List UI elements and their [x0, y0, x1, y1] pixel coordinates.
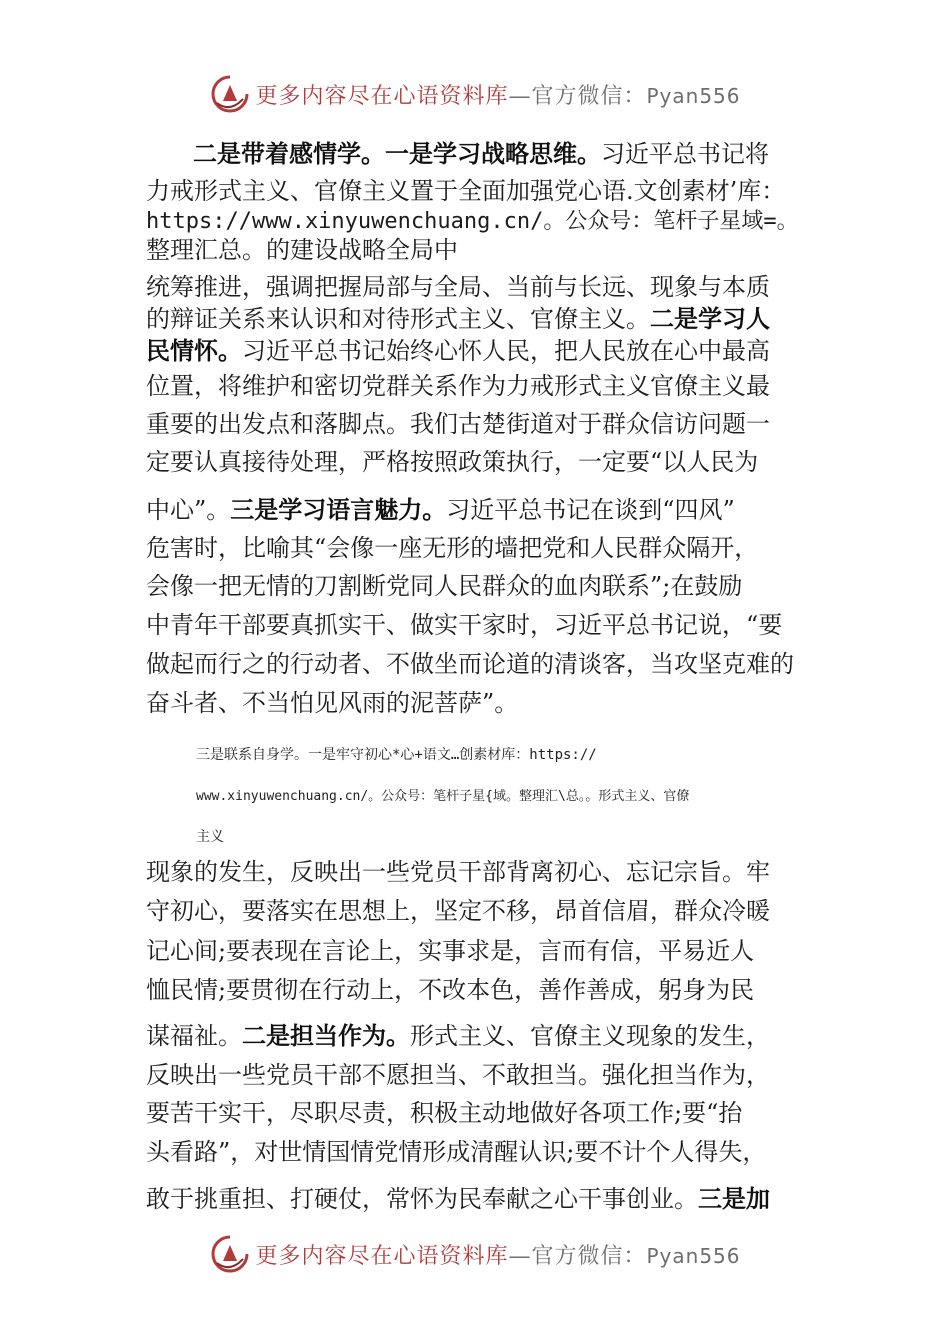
- text-line: 统筹推进，强调把握局部与全局、当前与长远、现象与本质: [146, 273, 770, 301]
- banner-wechat-id: Pyan556: [646, 83, 741, 108]
- text-line: 记心间;要表现在言论上，实事求是，言而有信，平易近人: [146, 937, 755, 965]
- banner-dash: —: [508, 1243, 532, 1269]
- text-line: 做起而行之的行动者、不做坐而论道的清谈客，当攻坚克难的: [146, 650, 794, 678]
- small-text-line: 主义: [196, 829, 224, 845]
- text-line: 中心”。三是学习语言魅力。习近平总书记在谈到“四风”: [146, 496, 735, 524]
- text-line: 位置，将维护和密切党群关系作为力戒形式主义官僚主义最: [146, 372, 770, 400]
- text-line: 力戒形式主义、官僚主义置于全面加强党心语.文创素材’库：: [146, 177, 786, 205]
- banner-wechat-id: Pyan556: [646, 1243, 741, 1268]
- banner-text: [255, 1239, 740, 1270]
- text-line: 反映出一些党员干部不愿担当、不敢担当。强化担当作为，: [146, 1061, 770, 1089]
- text-line: 恤民情;要贯彻在行动上，不改本色，善作善成，躬身为民: [146, 976, 755, 1004]
- text-line: 头看路”，对世情国情党情形成清醒认识;要不计个人得失，: [146, 1138, 767, 1166]
- banner-wechat-label: 官方微信：: [531, 1243, 647, 1269]
- text-line: 危害时，比喻其“会像一座无形的墙把党和人民群众隔开，: [146, 534, 759, 562]
- small-text-line: www.xinyuwenchuang.cn/。公众号：笔杆子星{域。整理汇\总。。形式主义、官僚: [196, 789, 690, 804]
- header-banner: [0, 70, 950, 118]
- text-line: https://www.xinyuwenchuang.cn/。公众号：笔杆子星域=。: [146, 209, 799, 234]
- text-line: 中青年干部要真抓实干、做实干家时，习近平总书记说，“要: [146, 611, 783, 639]
- text-line: 二是带着感情学。一是学习战略思维。习近平总书记将: [193, 140, 769, 168]
- banner-main: 更多内容尽在心语资料库: [255, 83, 509, 109]
- text-line: 谋福祉。二是担当作为。形式主义、官僚主义现象的发生，: [146, 1022, 770, 1050]
- text-line: 会像一把无情的刀割断党同人民群众的血肉联系”;在鼓励: [146, 572, 743, 600]
- text-line: 的辩证关系来认识和对待形式主义、官僚主义。二是学习人: [146, 305, 770, 333]
- footer-banner: [0, 1230, 950, 1278]
- text-line: 定要认真接待处理，严格按照政策执行，一定要“以人民为: [146, 448, 759, 476]
- banner-dash: —: [508, 83, 532, 109]
- banner-text: [255, 79, 740, 110]
- text-line: 民情怀。习近平总书记始终心怀人民，把人民放在心中最高: [146, 337, 770, 365]
- text-line: 重要的出发点和落脚点。我们古楚街道对于群众信访问题一: [146, 410, 770, 438]
- brand-logo-icon: [209, 73, 251, 115]
- text-line: 奋斗者、不当怕见风雨的泥菩萨”。: [146, 689, 519, 717]
- banner-wechat-label: 官方微信：: [531, 83, 647, 109]
- small-text-line: 三是联系自身学。一是牢守初心*心+语文…创素材库：https://: [196, 747, 597, 763]
- text-line: 整理汇总。的建设战略全局中: [146, 236, 458, 264]
- text-line: 现象的发生，反映出一些党员干部背离初心、忘记宗旨。牢: [146, 858, 770, 886]
- banner-main: 更多内容尽在心语资料库: [255, 1243, 509, 1269]
- text-line: 要苦干实干，尽职尽责，积极主动地做好各项工作;要“抬: [146, 1099, 743, 1127]
- brand-logo-icon: [209, 1233, 251, 1275]
- text-line: 敢于挑重担、打硬仗，常怀为民奉献之心干事创业。三是加: [146, 1185, 770, 1213]
- text-line: 守初心，要落实在思想上，坚定不移，昂首信眉，群众冷暖: [146, 897, 770, 925]
